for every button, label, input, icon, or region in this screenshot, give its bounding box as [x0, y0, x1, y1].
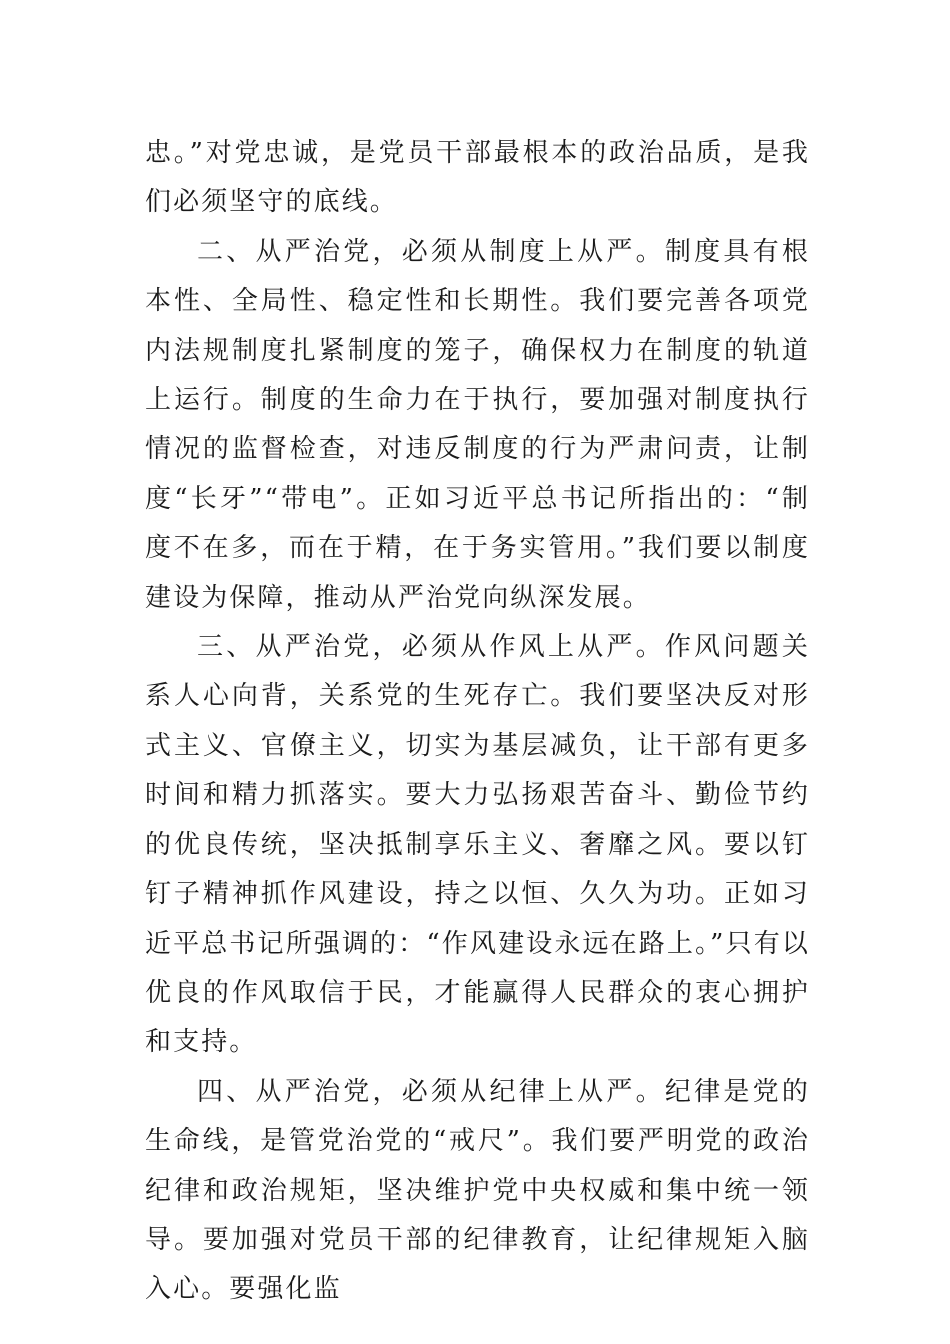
- document-body: [145, 129, 810, 1315]
- paragraph-work-style: 三、从严治党，必须从作风上从严。作风问题关系人心向背，关系党的生死存亡。我们要坚决反对形式主义、官僚主义，切实为基层减负，让干部有更多时间和精力抓落实。要大力弘扬艰苦奋斗、勤俭节约的优良传统，坚决抵制享乐主义、奢靡之风。要以钉钉子精神抓作风建设，持之以恒、久久为功。正如习近平总书记所强调的：“作风建设永远在路上。”只有以优良的作风取信于民，才能赢得人民群众的衷心拥护和支持。: [145, 632, 810, 1058]
- paragraph-institution: 二、从严治党，必须从制度上从严。制度具有根本性、全局性、稳定性和长期性。我们要完善各项党内法规制度扎紧制度的笼子，确保权力在制度的轨道上运行。制度的生命力在于执行，要加强对制度执行情况的监督检查，对违反制度的行为严肃问责，让制度“长牙”“带电”。正如习近平总书记所指出的：“制度不在多，而在于精，在于务实管用。”我们要以制度建设为保障，推动从严治党向纵深发展。: [145, 236, 810, 613]
- paragraph-continued: 忠。”对党忠诚，是党员干部最根本的政治品质，是我们必须坚守的底线。: [145, 138, 810, 218]
- paragraph-discipline: 四、从严治党，必须从纪律上从严。纪律是党的生命线，是管党治党的“戒尺”。我们要严明党的政治纪律和政治规矩，坚决维护党中央权威和集中统一领导。要加强对党员干部的纪律教育，让纪律规矩入脑入心。要强化监: [145, 1076, 810, 1305]
